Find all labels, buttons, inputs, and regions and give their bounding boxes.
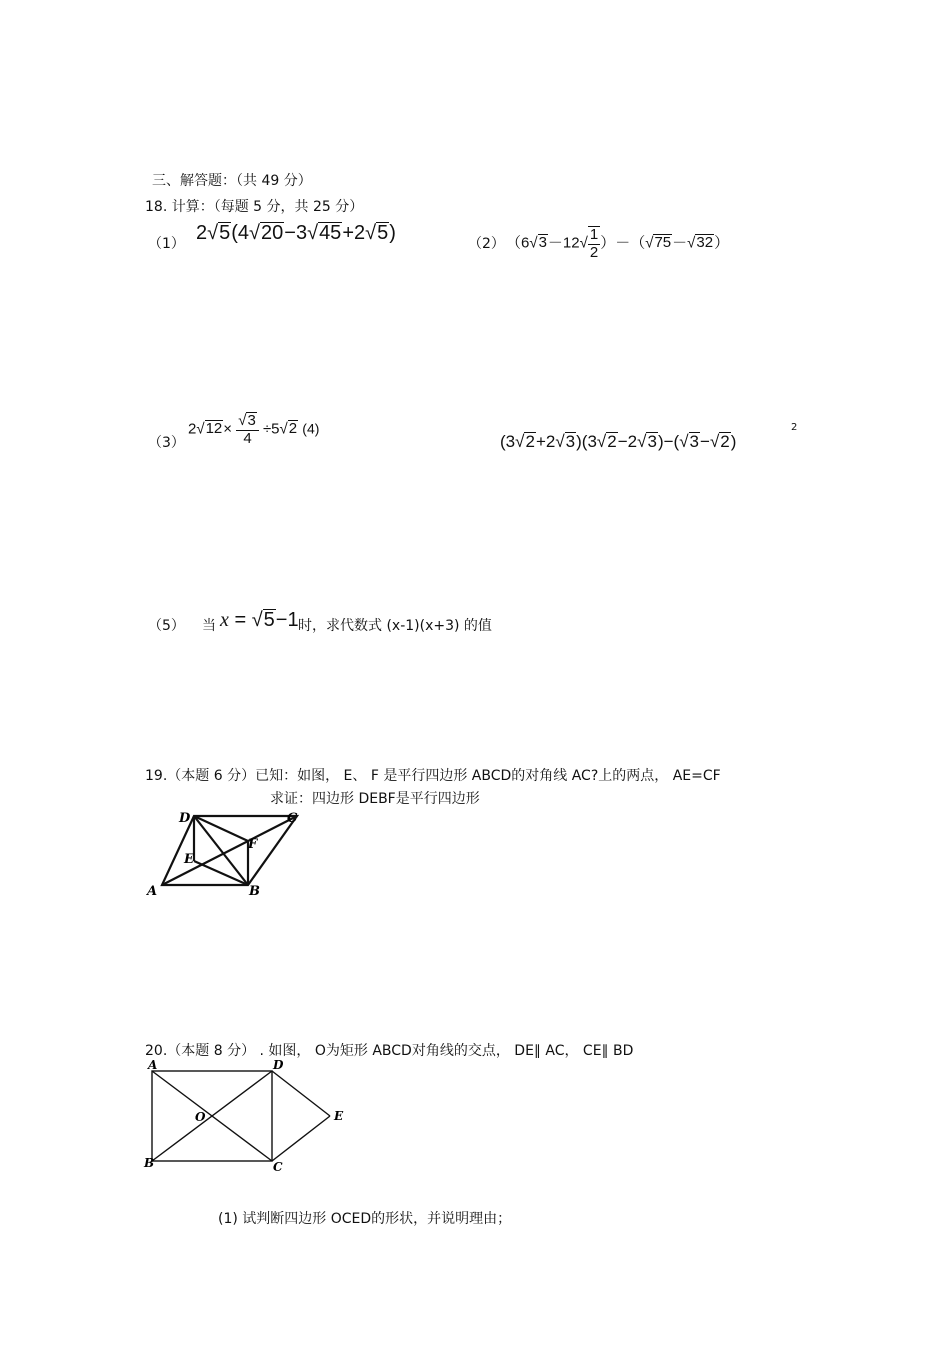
diagonal-ac [162,816,297,885]
q18-p2-expression: （6√3－12√ $\frac{1}{2}$ ）－（√75－√32） [506,226,730,261]
q18-p5-when: 当 [202,618,216,634]
q18-p3-expression: 2√12× $\frac{√3}{4}$ ÷5√2 (4) [188,412,320,447]
q18-p4-expression: (3√2+2√3)(3√2−2√3)−(√3−√2) [500,432,737,451]
q18-p5-text: 时，求代数式 (x-1)(x+3) 的值 [298,618,492,634]
label-c: C [273,1160,283,1174]
q18-p4-exponent: 2 [791,422,798,433]
q18-p5-formula: x = √5−1 [220,609,299,631]
q18-p5-label: （5） [148,618,185,634]
label-b: B [144,1156,155,1170]
label-f: F [248,837,258,852]
label-e: E [334,1109,344,1123]
diagonal-bd [194,816,248,885]
q18-p2-label: （2） [468,236,505,252]
label-c: C [287,811,298,826]
q18-p1-label: （1） [148,236,185,252]
segment-df [194,816,248,841]
label-b: B [249,884,260,899]
q18-header: 18. 计算：（每题 5 分，共 25 分） [145,199,364,215]
label-o: O [195,1110,206,1124]
label-d: D [273,1058,284,1072]
q18-p4-label: (4) [302,420,320,437]
q19-line2: 求证：四边形 DEBF是平行四边形 [270,791,480,807]
segment-ce [272,1116,330,1161]
label-d: D [179,811,191,826]
q20-figure [140,1055,355,1175]
q20-line1: 20.（本题 8 分） . 如图， O为矩形 ABCD对角线的交点， DE∥ AC， CE∥ BD [145,1043,634,1059]
section-heading: 三、解答题：（共 49 分） [152,173,312,189]
segment-de [272,1071,330,1116]
label-a: A [147,884,158,899]
q18-p3-label: （3） [148,435,185,451]
label-a: A [148,1058,158,1072]
label-e: E [184,852,194,867]
q20-sub1: (1) 试判断四边形 OCED的形状，并说明理由； [218,1211,512,1227]
q19-figure [140,805,310,900]
q19-line1: 19.（本题 6 分）已知：如图， E、 F 是平行四边形 ABCD的对角线 AC?上的两点， AE=CF [145,768,721,784]
q18-p1-expression: 2√5(4√20−3√45+2√5) [196,222,396,244]
